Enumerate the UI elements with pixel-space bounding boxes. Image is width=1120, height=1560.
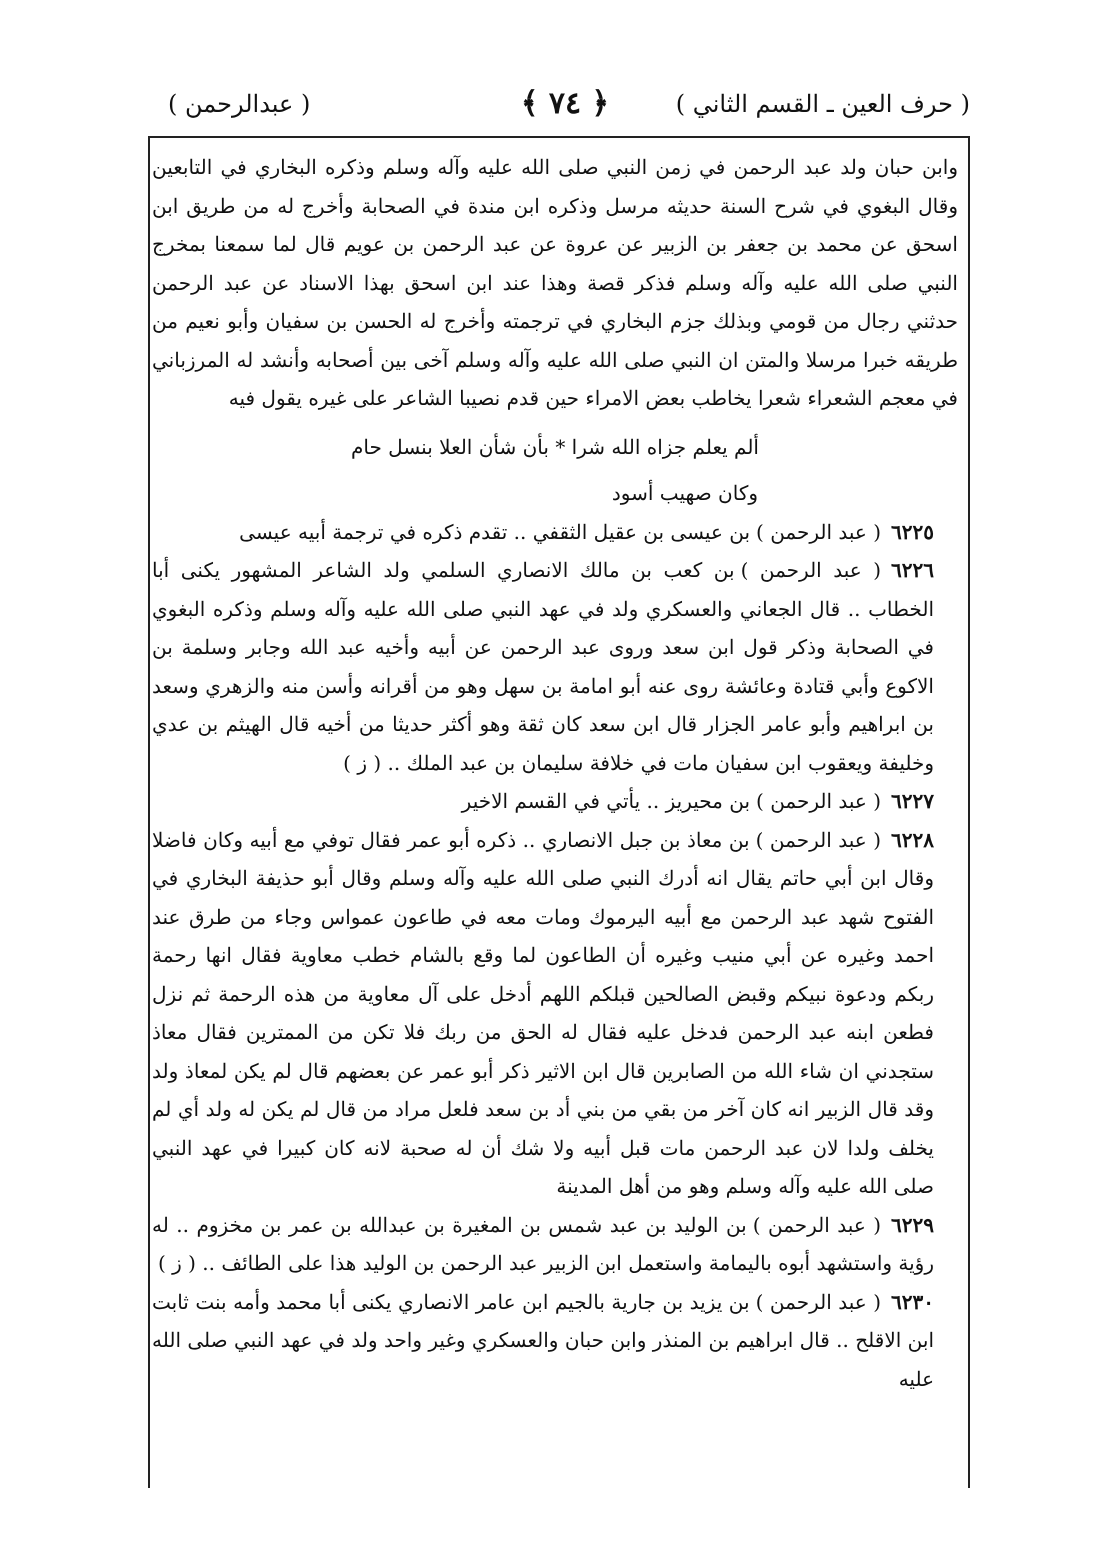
verse-note: وكان صهيب أسود	[611, 481, 758, 505]
entry-name: ( عبد الرحمن )	[756, 789, 882, 813]
entry-6226	[152, 551, 958, 782]
entry-name: ( عبد الرحمن )	[755, 827, 882, 852]
entry-name: ( عبد الرحمن )	[740, 558, 882, 582]
page-number: ﴿ ٧٤ ﴾	[520, 86, 610, 121]
entry-text: بن يزيد بن جارية بالجيم ابن عامر الانصاري يكنى أبا محمد وأمه بنت ثابت ابن الاقلح .. قال ابراهيم بن المنذر وابن حبان والعسكري وغير واحد ولد في عهد النبي صلى الله عليه	[152, 1289, 934, 1391]
entry-text: بن معاذ بن جبل الانصاري .. ذكره أبو عمر فقال توفي مع أبيه وكان فاضلا وقال ابن أبي حاتم يقال انه أدرك النبي صلى الله عليه وآله وسلم وقال أبو حذيفة البخاري في الفتوح شهد عبد الرحمن مع أبيه اليرموك ومات معه في طاعون عمواس وجاء من طرق عند احمد وغيره عن أبي منيب وغيره أن الطاعون لما وقع بالشام خطب معاوية فقال انها رحمة ربكم ودعوة نبيكم وقبض الصالحين قبلكم اللهم أدخل على آل معاوية من هذه الرحمة ثم نزل فطعن ابنه عبد الرحمن فدخل عليه فقال له الحق من ربك فلا تكن من الممترين فقال معاذ ستجدني ان شاء الله من الصابرين قال ابن الاثير ذكر أبو عمر عن بعضهم قال لم يكن لمعاذ ولد وقد قال الزبير انه كان آخر من بقي من بني أد بن سعد فلعل مراد من قال لم يكن له ولد أي لم يخلف ولدا لان عبد الرحمن مات قبل أبيه ولا شك أن له صحبة لانه كان كبيرا في عهد النبي صلى الله عليه وآله وسلم وهو من أهل المدينة	[152, 827, 934, 1198]
entry-text: بن الوليد بن عبد شمس بن المغيرة بن عبدالله بن عمر بن مخزوم .. له رؤية واستشهد أبوه باليمامة واستعمل ابن الزبير عبد الرحمن بن الوليد هذا على الطائف .. ( ز )	[152, 1212, 934, 1275]
entry-6230	[152, 1283, 958, 1399]
header-section-title: ( حرف العين ـ القسم الثاني )	[675, 90, 970, 118]
entry-text: بن عيسى بن عقيل الثقفي .. تقدم ذكره في ترجمة أبيه عيسى	[239, 519, 751, 544]
entry-name: ( عبد الرحمن )	[755, 1289, 882, 1314]
entry-number: ٦٢٢٨	[891, 827, 935, 852]
entry-text: بن كعب بن مالك الانصاري السلمي ولد الشاعر المشهور يكنى أبا الخطاب .. قال الجعاني والعسكري ولد في عهد النبي صلى الله عليه وآله وسلم وذكره البغوي في الصحابة وذكر قول ابن سعد وروى عبد الرحمن عن أبيه وأخيه عبد الله وجابر وسلمة بن الاكوع وأبي قتادة وعائشة روى عنه أبو امامة بن سهل وهو من أقرانه وأسن منه والزهري وسعد بن ابراهيم وأبو عامر الجزار قال ابن سعد كان ثقة وهو أكثر حديثا من أخيه قال الهيثم بن عدي وخليفة ويعقوب ابن سفيان مات في خلافة سليمان بن عبد الملك .. ( ز )	[152, 558, 934, 775]
page-body	[152, 148, 958, 1398]
verse-line: ألم يعلم جزاه الله شرا * بأن شأن العلا بنسل حام	[350, 434, 759, 459]
entry-number: ٦٢٢٧	[891, 789, 934, 813]
entry-number: ٦٢٣٠	[891, 1289, 935, 1314]
entry-text: بن محيريز .. يأتي في القسم الاخير	[461, 789, 751, 813]
entry-6227	[152, 782, 958, 821]
running-header	[150, 86, 970, 130]
entry-number: ٦٢٢٦	[891, 558, 934, 582]
entry-number: ٦٢٢٥	[891, 519, 934, 544]
header-entry-title: ( عبدالرحمن )	[168, 90, 311, 118]
entry-6228	[152, 821, 958, 1206]
entry-name: ( عبد الرحمن )	[756, 519, 882, 544]
entry-6225	[152, 513, 958, 552]
entry-number: ٦٢٢٩	[891, 1212, 934, 1237]
entry-6229	[152, 1206, 958, 1283]
entry-name: ( عبد الرحمن )	[752, 1212, 882, 1237]
intro-paragraph: وابن حبان ولد عبد الرحمن في زمن النبي صلى الله عليه وآله وسلم وذكره البخاري في التابعين وقال البغوي في شرح السنة حديثه مرسل وذكره ابن مندة في الصحابة وأخرج له من طريق ابن اسحق عن محمد بن جعفر بن الزبير عن عروة عن عبد الرحمن بن عويم قال لما سمعنا بمخرج النبي صلى الله عليه وآله وسلم فذكر قصة وهذا عند ابن اسحق بهذا الاسناد عن عبد الرحمن حدثني رجال من قومي وبذلك جزم البخاري في ترجمته وأخرج له الحسن بن سفيان وأبو نعيم من طريقه خبرا مرسلا والمتن ان النبي صلى الله عليه وآله وسلم آخى بين أصحابه وأنشد له المرزباني في معجم الشعراء شعرا يخاطب بعض الامراء حين قدم نصيبا الشاعر على غيره يقول فيه	[152, 155, 958, 410]
